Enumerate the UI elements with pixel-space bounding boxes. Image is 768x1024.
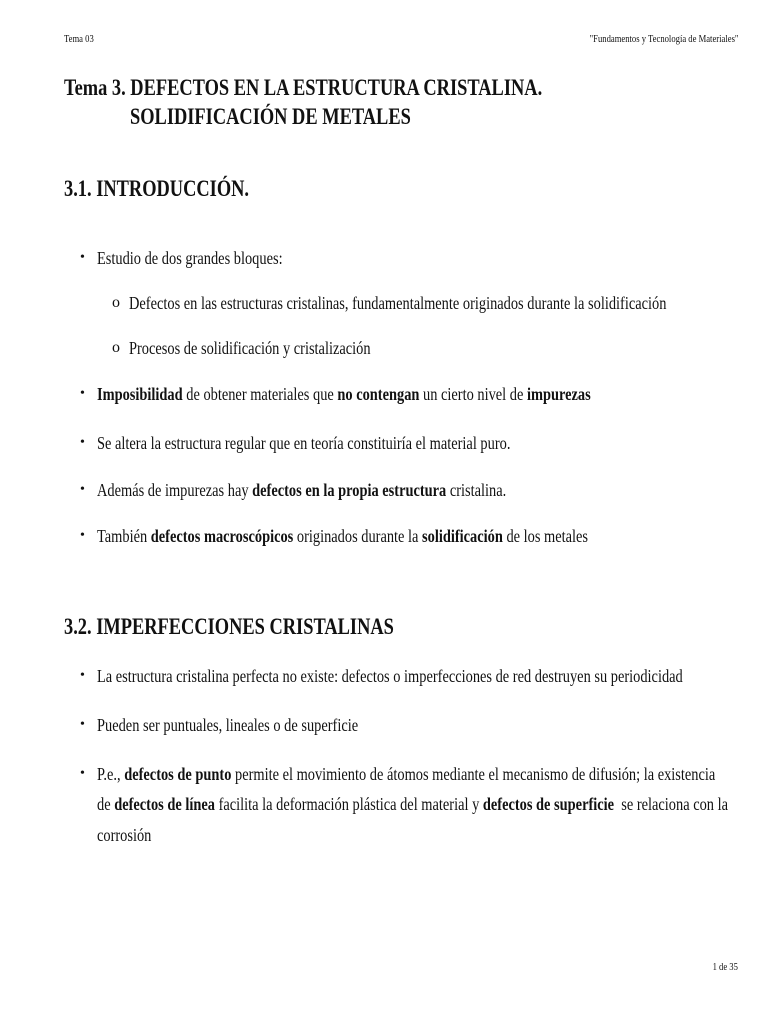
emphasis: Imposibilidad — [97, 384, 183, 404]
list-item-text — [97, 524, 588, 548]
text-run: También — [97, 526, 151, 546]
bullet-icon: • — [80, 435, 85, 450]
section-heading-text: 3.1. INTRODUCCIÓN. — [64, 176, 250, 201]
list-item-text-line-1 — [97, 762, 715, 786]
bullet-icon: • — [80, 482, 85, 497]
emphasis: defectos de línea — [114, 794, 215, 814]
text-run: permite el movimiento de átomos mediante el mecanismo de difusión; la existencia — [231, 764, 716, 784]
emphasis: solidificación — [422, 526, 503, 546]
text-run: facilita la deformación plástica del material y — [214, 794, 483, 814]
emphasis: impurezas — [526, 384, 591, 404]
bullet-icon: • — [80, 528, 85, 543]
page-number: 1 de 35 — [712, 962, 738, 973]
emphasis: no contengan — [337, 384, 420, 404]
text-run: de obtener materiales que — [182, 384, 338, 404]
section-heading-introduccion — [64, 176, 295, 202]
page-title — [64, 72, 662, 104]
header-right: "Fundamentos y Tecnología de Materiales" — [589, 34, 738, 45]
sub-list-item-text: Procesos de solidificación y cristalización — [129, 338, 371, 358]
emphasis: defectos de superficie — [482, 794, 615, 814]
list-item-text-line-2 — [97, 792, 728, 816]
text-run: Además de impurezas hay — [97, 480, 253, 500]
list-item-text: Estudio de dos grandes bloques: — [97, 248, 283, 268]
emphasis: defectos macroscópicos — [150, 526, 294, 546]
bullet-icon: • — [80, 668, 85, 683]
emphasis: defectos de punto — [124, 764, 232, 784]
text-run: de — [97, 794, 115, 814]
list-item-text: La estructura cristalina perfecta no existe: defectos o imperfecciones de red destruyen su periodicidad — [97, 666, 683, 686]
list-item-text-line-3: corrosión — [97, 825, 152, 845]
page-title-line-2 — [130, 104, 481, 130]
title-line-2: SOLIDIFICACIÓN DE METALES — [130, 104, 411, 129]
bullet-icon: • — [80, 766, 85, 781]
sub-list-item-text: Defectos en las estructuras cristalinas, fundamentalmente originados durante la solidificación — [129, 293, 667, 313]
circle-bullet-icon: o — [112, 339, 120, 356]
text-run: un cierto nivel de — [419, 384, 527, 404]
emphasis: defectos en la propia estructura — [252, 480, 447, 500]
bullet-icon: • — [80, 717, 85, 732]
text-run: se relaciona con la — [614, 794, 728, 814]
list-item-text — [97, 382, 591, 406]
text-run: P.e., — [97, 764, 125, 784]
section-heading-text: 3.2. IMPERFECCIONES CRISTALINAS — [64, 614, 394, 639]
section-heading-imperfecciones — [64, 614, 476, 640]
bullet-icon: • — [80, 386, 85, 401]
list-item-text — [97, 478, 506, 502]
text-run: originados durante la — [293, 526, 423, 546]
list-item-text: Se altera la estructura regular que en teoría constituiría el material puro. — [97, 433, 511, 453]
bullet-icon: • — [80, 250, 85, 265]
header-left: Tema 03 — [64, 34, 94, 45]
title-line-1: Tema 3. DEFECTOS EN LA ESTRUCTURA CRISTALINA. — [64, 75, 543, 100]
text-run: de los metales — [502, 526, 589, 546]
circle-bullet-icon: o — [112, 294, 120, 311]
text-run: cristalina. — [446, 480, 507, 500]
list-item-text: Pueden ser puntuales, lineales o de superficie — [97, 715, 359, 735]
